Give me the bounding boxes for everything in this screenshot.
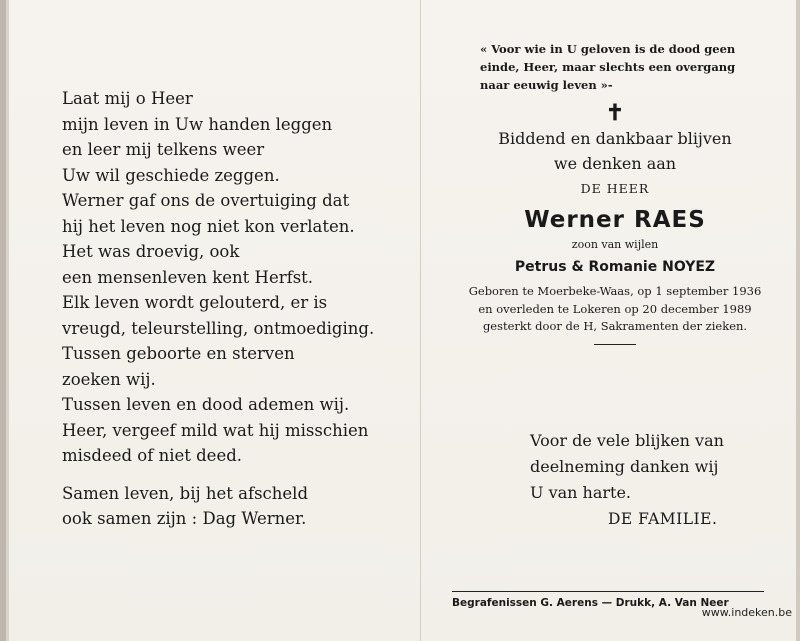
poem-line: zoeken wij. (62, 369, 156, 389)
card-right-edge (796, 0, 800, 641)
short-divider (594, 344, 636, 345)
thanks-message (530, 428, 770, 506)
card-left-edge-light (6, 0, 9, 641)
poem-line: ook samen zijn : Dag Werner. (62, 509, 307, 528)
thanks-line: U van harte. (530, 483, 632, 502)
card-fold-line (420, 0, 421, 641)
poem-line: Heer, vergeef mild wat hij misschien (62, 420, 369, 440)
poem-line: Laat mij o Heer (62, 89, 193, 108)
poem-line: misdeed of niet deed. (62, 446, 243, 465)
date-line: gesterkt door de H, Sakramenten der zieken. (482, 319, 748, 333)
poem-line: Tussen leven en dood ademen wij. (62, 395, 350, 414)
poem-line: Elk leven wordt gelouterd, er is (62, 293, 328, 312)
poem-line: Samen leven, bij het afscheld (62, 483, 309, 503)
date-line: en overleden te Lokeren op 20 december 1989 (478, 301, 752, 316)
son-of-label: zoon van wijlen (571, 238, 659, 251)
parents-names: Petrus & Romanie NOYEZ (514, 259, 716, 275)
poem-line: Uw wil geschiede zeggen. (62, 165, 280, 185)
poem-line: Tussen geboorte en sterven (62, 344, 295, 363)
birth-death-details (440, 283, 790, 336)
quote-line: einde, Heer, maar slechts een overgang (480, 60, 736, 74)
website-watermark: www.indeken.be (701, 606, 792, 619)
poem-stanza-gap (62, 469, 402, 481)
intro-line-1: Biddend en dankbaar blijven (498, 129, 732, 148)
quote-line: naar eeuwig leven »- (480, 78, 613, 92)
date-line: Geboren te Moerbeke-Waas, op 1 september 1936 (468, 284, 762, 298)
poem (62, 86, 402, 532)
poem-line: hij het leven nog niet kon verlaten. (62, 216, 355, 236)
family-signature: DE FAMILIE. (608, 510, 718, 528)
thanks-line: deelneming danken wij (530, 457, 719, 476)
printer-credit: Begrafenissen G. Aerens — Drukk, A. Van Neer (452, 597, 729, 609)
cross-icon: ✝ (605, 100, 625, 126)
poem-line: Het was droevig, ook (62, 242, 240, 261)
deceased-name: Werner RAES (524, 207, 706, 233)
quote-line: « Voor wie in U geloven is de dood geen (480, 42, 736, 56)
poem-line: mijn leven in Uw handen leggen (62, 114, 333, 134)
poem-line: vreugd, teleurstelling, ontmoediging. (62, 318, 375, 338)
poem-line: en leer mij telkens weer (62, 140, 265, 159)
title-de-heer: DE HEER (580, 181, 650, 196)
memorial-details (440, 40, 790, 345)
poem-line: een mensenleven kent Herfst. (62, 267, 314, 287)
thanks-line: Voor de vele blijken van (530, 431, 724, 450)
footer-divider (452, 591, 764, 592)
bible-quote (480, 40, 790, 94)
intro-line-2: we denken aan (553, 154, 677, 173)
poem-line: Werner gaf ons de overtuiging dat (62, 191, 350, 210)
